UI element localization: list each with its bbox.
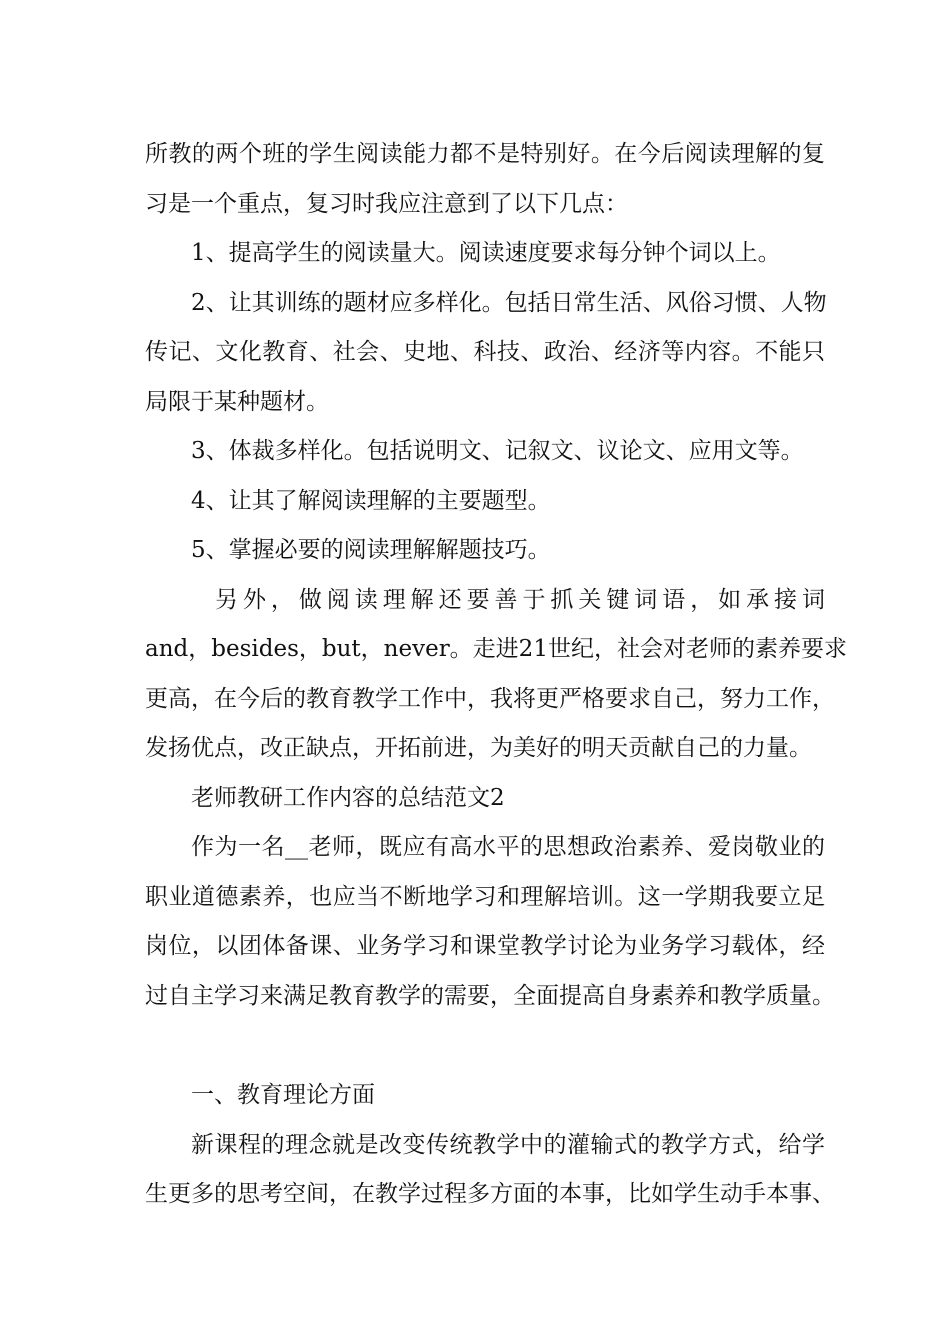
paragraph-line: 局限于某种题材。: [145, 388, 329, 415]
list-item: 1、提高学生的阅读量大。阅读速度要求每分钟个词以上。: [191, 240, 781, 266]
paragraph-line: 发扬优点，改正缺点，开拓前进，为美好的明天贡献自己的力量。: [145, 735, 812, 761]
paragraph-line: 新课程的理念就是改变传统教学中的灌输式的教学方式，给学: [191, 1131, 825, 1158]
paragraph-line: 传记、文化教育、社会、史地、科技、政治、经济等内容。不能只: [145, 339, 825, 365]
paragraph-line: 习是一个重点，复习时我应注意到了以下几点：: [145, 190, 628, 217]
paragraph-line: 职业道德素养，也应当不断地学习和理解培训。这一学期我要立足: [145, 883, 825, 910]
paragraph-line: 作为一名__老师，既应有高水平的思想政治素养、爱岗敬业的: [191, 834, 825, 860]
subsection-heading: 一、教育理论方面: [191, 1082, 375, 1108]
list-item: 5、掌握必要的阅读理解解题技巧。: [191, 537, 551, 563]
paragraph-line: 更高，在今后的教育教学工作中，我将更严格要求自己，努力工作，: [145, 685, 835, 712]
list-item: 3、体裁多样化。包括说明文、记叙文、议论文、应用文等。: [191, 438, 804, 464]
list-item: 4、让其了解阅读理解的主要题型。: [191, 487, 551, 514]
paragraph-line: 另外，做阅读理解还要善于抓关键词语，如承接词: [215, 586, 825, 613]
section-heading: 老师教研工作内容的总结范文2: [191, 784, 505, 811]
blank-gap: [145, 1021, 825, 1071]
paragraph-line: and，besides，but，never。走进21世纪，社会对老师的素养要求: [145, 636, 847, 662]
list-item: 2、让其训练的题材应多样化。包括日常生活、风俗习惯、人物: [191, 289, 827, 316]
paragraph-line: 岗位，以团体备课、业务学习和课堂教学讨论为业务学习载体，经: [145, 933, 825, 959]
paragraph-line: 生更多的思考空间，在教学过程多方面的本事，比如学生动手本事、: [145, 1181, 835, 1207]
document-page: [145, 130, 847, 1220]
paragraph-line: 过自主学习来满足教育教学的需要，全面提高自身素养和教学质量。: [145, 982, 835, 1009]
paragraph-line: 所教的两个班的学生阅读能力都不是特别好。在今后阅读理解的复: [145, 141, 825, 167]
